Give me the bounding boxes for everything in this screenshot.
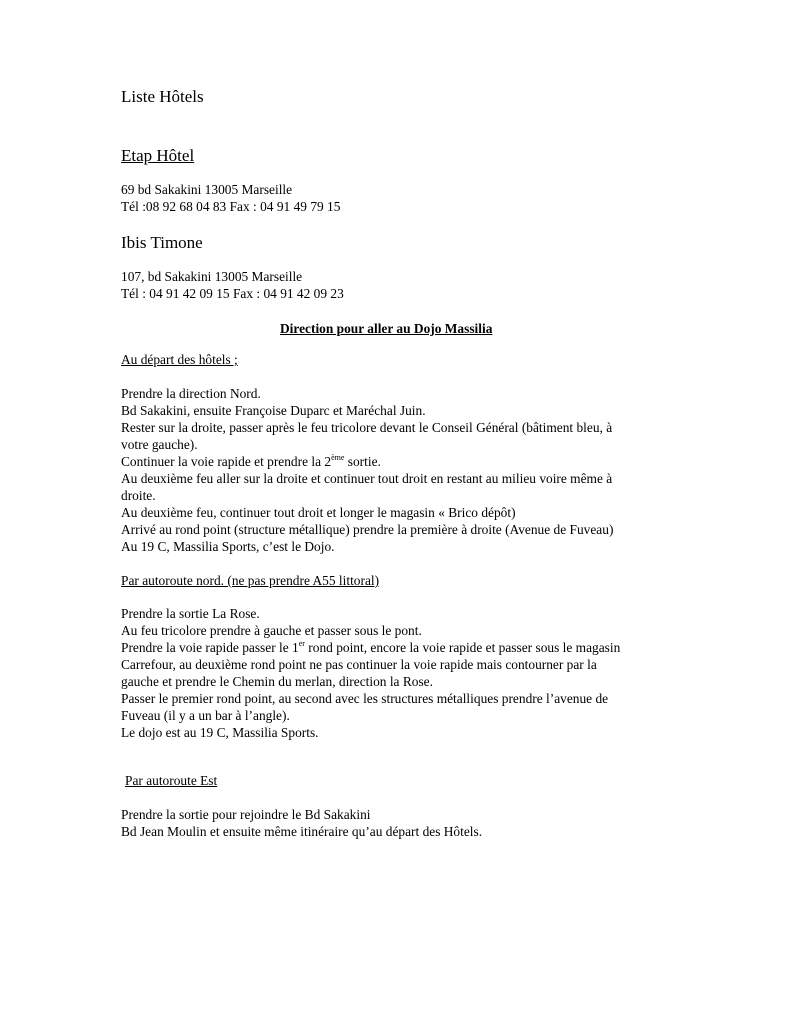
hotel-name: Etap Hôtel <box>121 146 195 165</box>
direction-line: Au 19 C, Massilia Sports, c’est le Dojo. <box>121 539 335 554</box>
direction-line: Rester sur la droite, passer après le feu tricolore devant le Conseil Général (bâtiment bleu, à <box>121 420 613 435</box>
direction-text: rond point, encore la voie rapide et passer sous le magasin <box>304 640 621 655</box>
direction-line: Au deuxième feu aller sur la droite et continuer tout droit en restant au milieu voire même à <box>121 471 613 486</box>
hotel-address: 107, bd Sakakini 13005 Marseille <box>121 269 303 284</box>
superscript: ème <box>331 453 345 462</box>
direction-line: Passer le premier rond point, au second avec les structures métalliques prendre l’avenue de <box>121 691 609 706</box>
direction-text: sortie. <box>344 454 381 469</box>
direction-line: droite. <box>121 488 156 503</box>
direction-text: Continuer la voie rapide et prendre la 2 <box>121 454 332 469</box>
direction-line <box>121 453 381 470</box>
hotel-address: 69 bd Sakakini 13005 Marseille <box>121 182 293 197</box>
hotel-phone: Tél :08 92 68 04 83 Fax : 04 91 49 79 15 <box>121 199 341 214</box>
section-heading-east: Par autoroute Est <box>125 773 218 788</box>
direction-line: Prendre la sortie pour rejoindre le Bd Sakakini <box>121 807 371 822</box>
hotel-phone: Tél : 04 91 42 09 15 Fax : 04 91 42 09 23 <box>121 286 344 301</box>
direction-line: gauche et prendre le Chemin du merlan, direction la Rose. <box>121 674 433 689</box>
direction-line: votre gauche). <box>121 437 198 452</box>
hotel-name: Ibis Timone <box>121 233 203 252</box>
page-title: Liste Hôtels <box>121 87 204 106</box>
direction-line: Prendre la direction Nord. <box>121 386 261 401</box>
direction-line <box>121 639 620 656</box>
directions-title: Direction pour aller au Dojo Massilia <box>280 321 493 336</box>
direction-line: Au deuxième feu, continuer tout droit et longer le magasin « Brico dépôt) <box>121 505 516 520</box>
direction-line: Bd Sakakini, ensuite Françoise Duparc et Maréchal Juin. <box>121 403 426 418</box>
direction-line: Fuveau (il y a un bar à l’angle). <box>121 708 290 723</box>
direction-line: Arrivé au rond point (structure métallique) prendre la première à droite (Avenue de Fuveau) <box>121 522 614 537</box>
superscript: er <box>298 639 305 648</box>
direction-line: Le dojo est au 19 C, Massilia Sports. <box>121 725 319 740</box>
section-heading-north: Par autoroute nord. (ne pas prendre A55 littoral) <box>121 573 380 588</box>
direction-line: Au feu tricolore prendre à gauche et passer sous le pont. <box>121 623 422 638</box>
direction-line: Prendre la sortie La Rose. <box>121 606 260 621</box>
direction-text: Prendre la voie rapide passer le 1 <box>121 640 299 655</box>
direction-line: Bd Jean Moulin et ensuite même itinéraire qu’au départ des Hôtels. <box>121 824 483 839</box>
section-heading-from-hotels: Au départ des hôtels ; <box>121 352 238 367</box>
direction-line: Carrefour, au deuxième rond point ne pas continuer la voie rapide mais contourner par la <box>121 657 597 672</box>
